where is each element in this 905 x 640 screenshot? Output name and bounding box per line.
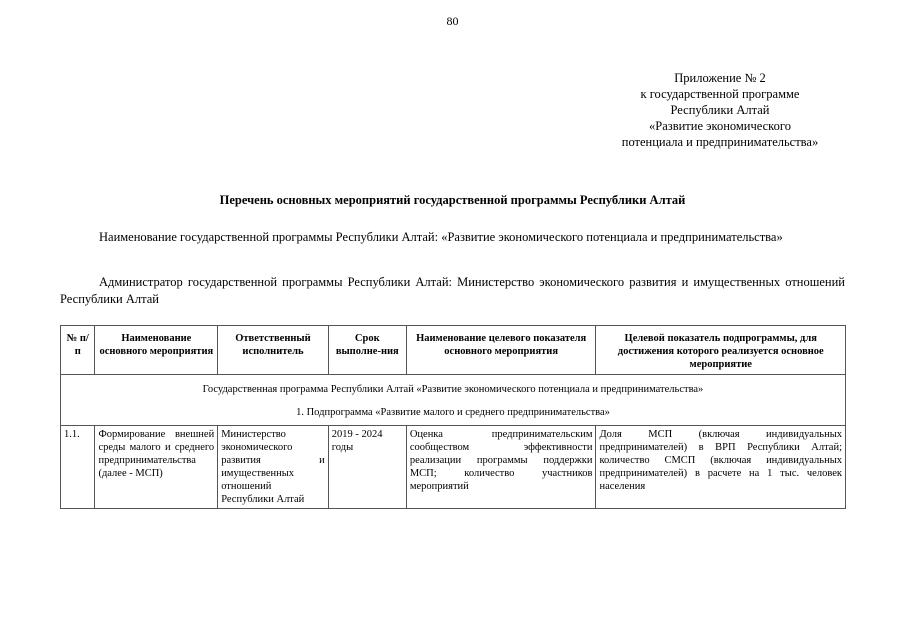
document-title: Перечень основных мероприятий государственной программы Республики Алтай [219,193,686,207]
header-subprogram-indicator: Целевой показатель подпрограммы, для достижения которого реализуется основное мероприятие [596,326,846,375]
header-executor: Ответственный исполнитель [218,326,329,375]
appendix-line: «Развитие экономического [649,119,791,133]
cell-executor: Министерство экономического развития и имущественных отношений Республики Алтай [218,426,329,509]
header-term: Срок выполне-ния [328,326,406,375]
subprogram-row-text: 1. Подпрограмма «Развитие малого и среднего предпринимательства» [296,407,610,418]
administrator-paragraph: Администратор государственной программы Республики Алтай: Министерство экономического развития и имущественных отношений Республики Алтай [60,275,845,306]
header-event-name: Наименование основного мероприятия [95,326,218,375]
events-table [60,325,846,509]
program-section-row [61,375,846,426]
header-num: № п/п [61,326,95,375]
program-row-text: Государственная программа Республики Алтай «Развитие экономического потенциала и предпринимательства» [202,384,704,395]
table-header-row [61,326,846,375]
table-row [61,426,846,509]
cell-event-name: Формирование внешней среды малого и среднего предпринимательства (далее - МСП) [95,426,218,509]
appendix-line: потенциала и предпринимательства» [621,135,819,149]
cell-term: 2019 - 2024 годы [328,426,406,509]
appendix-block [575,70,865,150]
cell-indicator-name: Оценка предпринимательским сообществом эффективности реализации программы поддержки МСП; количество участников мероприятий [406,426,596,509]
header-indicator-name: Наименование целевого показателя основного мероприятия [406,326,596,375]
page-number: 80 [446,14,459,28]
appendix-line: Приложение № 2 [674,71,766,85]
cell-num: 1.1. [61,426,95,509]
cell-subprogram-indicator: Доля МСП (включая индивидуальных предпринимателей) в ВРП Республики Алтай; количество СМСП (включая индивидуальных предпринимателей) в расчете на 1 тыс. человек населения [596,426,846,509]
appendix-line: Республики Алтай [670,103,770,117]
program-name-paragraph: Наименование государственной программы Республики Алтай: «Развитие экономического потенциала и предпринимательства» [99,230,783,244]
appendix-line: к государственной программе [640,87,800,101]
program-section-cell [61,375,846,426]
